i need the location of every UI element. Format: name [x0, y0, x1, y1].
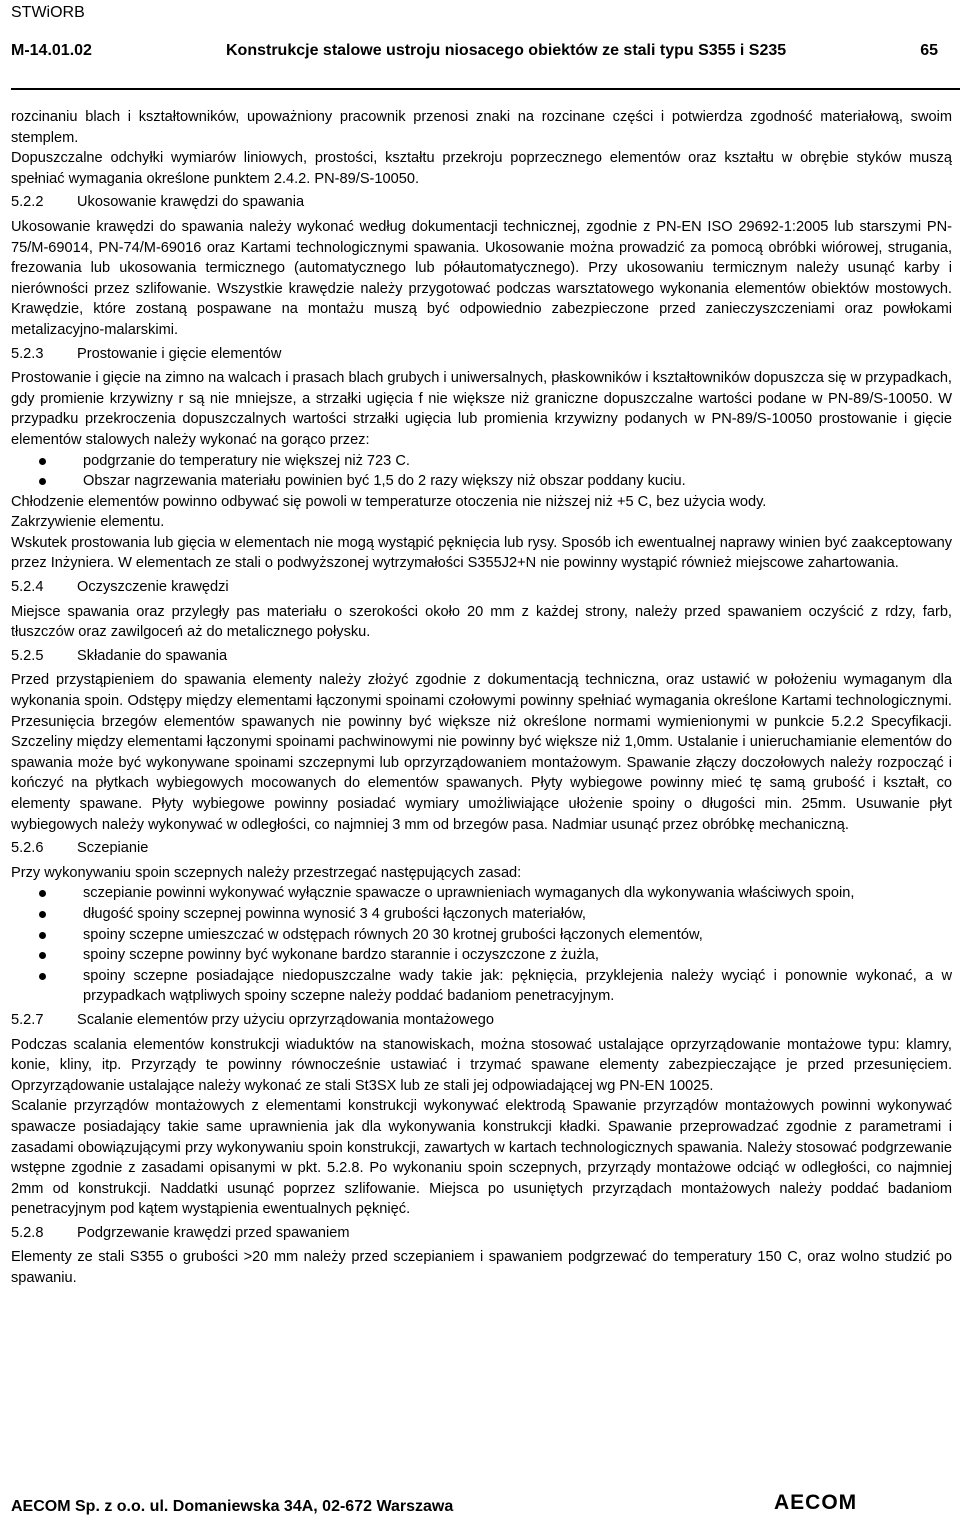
footer-address: AECOM Sp. z o.o. ul. Domaniewska 34A, 02-672 Warszawa [11, 1498, 454, 1515]
section-heading [11, 192, 952, 213]
section-number: 5.2.4 [11, 579, 44, 596]
brand-label: STWiORB [11, 4, 85, 21]
list-item: sczepianie powinni wykonywać wyłącznie spawacze o uprawnieniach wymaganych dla wykonywania właściwych spoin, [11, 883, 952, 904]
section-number: 5.2.3 [11, 345, 44, 362]
section-heading [11, 1010, 952, 1031]
paragraph: Podczas scalania elementów konstrukcji wiaduktów na stanowiskach, można stosować ustalające oprzyrządowanie montażowe typu: klamry, konie, kliny, itp. Przyrządy te powinny równocześnie ustawiać i trzymać spawane elementy zabezpieczające je przed przesunięciem. Oprzyrządowanie ustalające należy wykonać ze stali St3SX lub ze stali jej odpowiadającej wg PN-EN 10025. [11, 1036, 952, 1094]
list-item: podgrzanie do temperatury nie większej niż 723 C. [11, 451, 952, 472]
section-title: Oczyszczenie krawędzi [77, 579, 229, 596]
section-title: Podgrzewanie krawędzi przed spawaniem [77, 1224, 350, 1241]
bullet-icon [39, 952, 46, 959]
bullet-icon [39, 932, 46, 939]
section-number: 5.2.7 [11, 1011, 44, 1028]
bullet-icon [39, 458, 46, 465]
page-number: 65 [920, 42, 938, 59]
list-item: Obszar nagrzewania materiału powinien być 1,5 do 2 razy większy niż obszar poddany kuciu. [11, 471, 952, 492]
bullet-icon [39, 890, 46, 897]
section-title: Prostowanie i gięcie elementów [77, 345, 282, 362]
section-heading [11, 577, 952, 598]
paragraph: rozcinaniu blach i kształtowników, upoważniony pracownik przenosi znaki na rozcinane części i potwierdza zgodność materiałową, swoim stemplem. [11, 109, 952, 146]
bullet-list [11, 883, 952, 1007]
paragraph: Przy wykonywaniu spoin sczepnych należy przestrzegać następujących zasad: [11, 864, 522, 881]
bullet-list [11, 451, 952, 492]
list-item: spoiny sczepne powinny być wykonane bardzo starannie i oczyszczone z żużla, [11, 945, 952, 966]
paragraph: Dopuszczalne odchyłki wymiarów liniowych, prostości, kształtu przekroju poprzecznego elementów oraz kształtu w obrębie styków muszą spełniać wymagania określone punktem 2.4.2. PN-89/S-10050. [11, 150, 952, 187]
list-item: spoiny sczepne umieszczać w odstępach równych 20 30 krotnej grubości łączonych elementów, [11, 925, 952, 946]
paragraph: Prostowanie i gięcie na zimno na walcach i prasach blach grubych i uniwersalnych, płaskowników i kształtowników dopuszcza się w przypadkach, gdy promienie krzywizny r są nie mniejsze, a strzałki ugięcia f nie większe niż graniczne dopuszczalne wartości podane w PN-89/S-10050. W przypadku przekroczenia dopuszczalnych wartości strzałki ugięcia lub promienia krzywizny podanych w PN-89/S-10050 prostowanie i gięcie elementów stalowych należy wykonać na gorąco przez: [11, 370, 952, 448]
section-title: Scalanie elementów przy użyciu oprzyrządowania montażowego [77, 1011, 494, 1028]
spec-title: Konstrukcje stalowe ustroju niosacego obiektów ze stali typu S355 i S235 [226, 42, 787, 59]
section-number: 5.2.2 [11, 194, 44, 211]
section-title: Składanie do spawania [77, 647, 228, 664]
paragraph: Elementy ze stali S355 o grubości >20 mm należy przed sczepianiem i spawaniem podgrzewać do temperatury 150 C, oraz wolno studzić po spawaniu. [11, 1249, 952, 1287]
paragraph: Scalanie przyrządów montażowych z elementami konstrukcji wykonywać elektrodą Spawanie przyrządów montażowych powinni wykonywać spawacze posiadający takie same uprawnienia jak dla wykonywania konstrukcji kładki. Spawanie przeprowadzać zgodnie z parametrami i zasadami obowiązującymi przy wykonywaniu spoin konstrukcji, zawartych w kartach technologicznych spawania. Należy stosować podgrzewanie wstępne zgodnie z zasadami opisanymi w pkt. 5.2.8. Po wykonaniu spoin sczepnych, przyrządy montażowe odciąć w odległości, co najmniej 2mm od konstrukcji. Naddatki usunąć poprzez szlifowanie. Miejsca po usuniętych przyrządach montażowych należy poddać badaniom penetracyjnym pod kątem wystąpienia ewentualnych pęknięć. [11, 1098, 952, 1218]
section-title: Ukosowanie krawędzi do spawania [77, 194, 305, 211]
section-heading [11, 344, 952, 365]
spec-code: M-14.01.02 [11, 42, 92, 59]
svg-text:AECOM: AECOM [774, 1491, 858, 1512]
section-title: Sczepianie [77, 840, 149, 857]
paragraph: Zakrzywienie elementu. [11, 514, 165, 531]
header-divider [11, 88, 960, 90]
document-body [11, 107, 952, 1289]
paragraph: Miejsce spawania oraz przyległy pas materiału o szerokości około 20 mm z każdej strony, należy przed spawaniem oczyścić z rdzy, farb, tłuszczów oraz zawilgoceń aż do metalicznego połysku. [11, 603, 952, 641]
section-heading [11, 838, 952, 859]
paragraph: Ukosowanie krawędzi do spawania należy wykonać według dokumentacji technicznej, zgodnie z PN-EN ISO 29692-1:2005 lub starszymi PN-75/M-69014, PN-74/M-69016 oraz Kartami technologicznymi spawania. Ukosowanie można prowadzić za pomocą obróbki wiórowej, strugania, frezowania lub ukosowania termicznego (automatycznego lub półautomatycznego). Przy ukosowaniu termicznym należy usunąć karby i nierówności przez szlifowanie. Wszystkie krawędzie należy przygotować podczas warsztatowego wykonania elementów obiektów mostowych. Krawędzie, które zostaną pospawane na montażu muszą być odpowiednio zabezpieczone przed zanieczyszczeniami oraz powłokami metalizacyjno-malarskimi. [11, 218, 952, 338]
paragraph: Wskutek prostowania lub gięcia w elementach nie mogą wystąpić pęknięcia lub rysy. Sposób ich ewentualnej naprawy winien być zaakceptowany przez Inżyniera. W elementach ze stali o podwyższonej wytrzymałości S355J2+N nie powinny wystąpić również miejscowe zahartowania. [11, 534, 952, 572]
section-number: 5.2.6 [11, 840, 44, 857]
section-heading [11, 646, 952, 667]
bullet-icon [39, 478, 46, 485]
section-number: 5.2.5 [11, 647, 44, 664]
section-number: 5.2.8 [11, 1224, 44, 1241]
section-heading [11, 1223, 952, 1244]
paragraph: Chłodzenie elementów powinno odbywać się powoli w temperaturze otoczenia nie niższej niż +5 C, bez użycia wody. [11, 493, 767, 510]
bullet-icon [39, 973, 46, 980]
list-item: spoiny sczepne posiadające niedopuszczalne wady takie jak: pęknięcia, przyklejenia należy wyciąć i ponownie wykonać, a w przypadkach wątpliwych spoiny sczepne należy poddać badaniom penetracyjnym. [11, 966, 952, 1007]
page-header [11, 42, 948, 68]
bullet-icon [39, 911, 46, 918]
paragraph: Przed przystąpieniem do spawania elementy należy złożyć zgodnie z dokumentacją techniczna, oraz ustawić w położeniu wymaganym dla wykonania spoin. Odstępy między elementami łączonymi spoinami czołowymi powinny spełniać wymagania określone Kartami technologicznymi. Przesunięcia brzegów elementów spawanych nie powinny być większe niż określone normami wymienionymi w punkcie 5.2.2 Specyfikacji. Szczeliny między elementami łączonymi spoinami pachwinowymi nie powinny być większe niż 1,0mm. Ustalanie i unieruchamianie elementów do spawania może być wykonywane spoinami szczepnymi lub oprzyrządowaniem montażowym. Spawanie złączy doczołowych należy rozpocząć i kończyć na płytkach wybiegowych mocowanych do elementów spawanych. Płyty wybiegowe powinny mieć tę samą grubość i kształt, co elementy spawane. Płyty wybiegowe powinny posiadać wymiary umożliwiające ułożenie spoiny o długości min. 25mm. Usuwanie płyt wybiegowych należy wykonywać w odległości, co najmniej 3 mm od brzegów pasa. Nadmiar usunąć przez obróbkę mechaniczną. [11, 672, 952, 833]
list-item: długość spoiny sczepnej powinna wynosić 3 4 grubości łączonych materiałów, [11, 904, 952, 925]
aecom-logo [774, 1490, 884, 1512]
